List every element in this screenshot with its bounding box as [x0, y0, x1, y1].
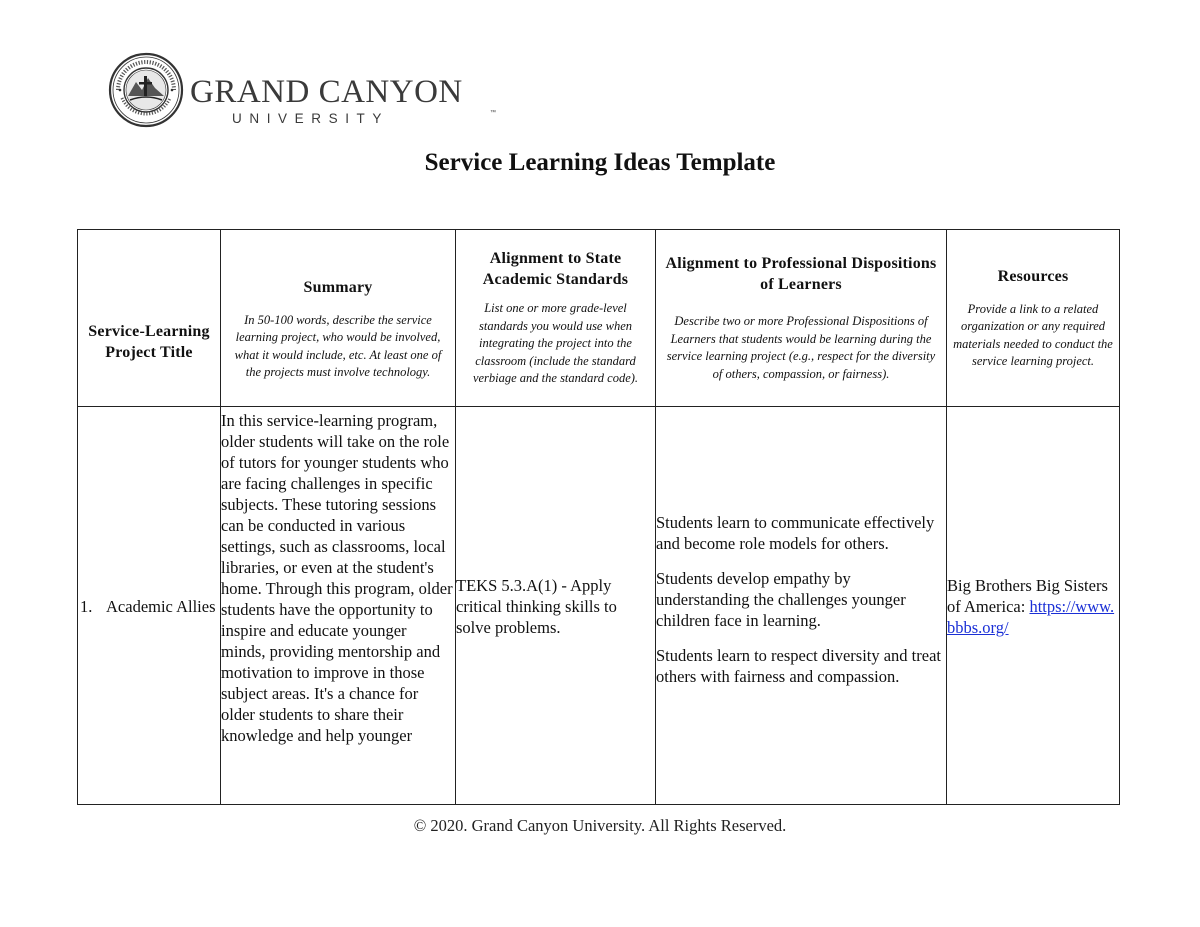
header-resources-instructions: Provide a link to a related organization or any required materials needed to conduct the service learning project.	[953, 301, 1113, 368]
disposition-item: Students learn to respect diversity and treat others with fairness and compassion.	[656, 646, 941, 686]
copyright-footer: © 2020. Grand Canyon University. All Rights Reserved.	[413, 816, 787, 835]
header-dispositions	[656, 230, 947, 407]
header-standards	[456, 230, 656, 407]
resources-text: Big Brothers Big Sisters of America:	[947, 576, 1108, 616]
header-standards-instructions: List one or more grade-level standards you would use when integrating the project into the classroom (include the standard verbiage and the standard code).	[472, 301, 639, 386]
row-number: 1.	[80, 597, 93, 616]
header-summary-label: Summary	[303, 278, 373, 296]
header-standards-label: Alignment to State Academic Standards	[482, 250, 629, 289]
header-summary	[221, 230, 456, 407]
cell-dispositions	[656, 407, 947, 805]
resources-link[interactable]: https://www.bbbs.org/	[947, 597, 1115, 637]
cell-summary	[221, 407, 456, 805]
university-logo	[108, 52, 496, 130]
header-dispositions-label: Alignment to Professional Dispositions of Learners	[665, 255, 937, 293]
disposition-item: Students learn to communicate effectively and become role models for others.	[656, 513, 935, 553]
service-learning-table	[77, 229, 1120, 805]
project-title: Academic Allies	[106, 597, 216, 616]
header-summary-instructions: In 50-100 words, describe the service learning project, who would be involved, what it would include, etc. At least one of the projects must involve technology.	[234, 312, 442, 379]
standards-text: TEKS 5.3.A(1) - Apply critical thinking skills to solve problems.	[456, 576, 617, 637]
cell-project-title	[78, 407, 221, 805]
cell-standards	[456, 407, 656, 805]
table-row	[78, 407, 1120, 805]
cell-resources	[947, 407, 1120, 805]
header-resources-label: Resources	[997, 267, 1069, 285]
table-header-row	[78, 230, 1120, 407]
summary-text: In this service-learning program, older students will take on the role of tutors for younger students who are facing challenges in specific subjects. These tutoring sessions can be conducted in various settings, such as classrooms, local libraries, or even at the student's home. Through this program, older students have the opportunity to inspire and educate younger minds, providing mentorship and motivation to improve in those subject areas. It's a chance for older students to share their knowledge and help younger	[221, 410, 453, 745]
logo-wordmark-bottom: UNIVERSITY	[232, 111, 390, 126]
logo-wordmark-top: GRAND CANYON	[190, 74, 463, 110]
trademark-symbol: ™	[490, 110, 496, 116]
disposition-item: Students develop empathy by understanding the challenges younger children face in learning.	[656, 569, 906, 630]
header-resources	[947, 230, 1120, 407]
university-seal-icon	[108, 52, 184, 128]
header-project-title	[78, 230, 221, 407]
header-project-title-label: Service-Learning Project Title	[88, 323, 210, 361]
header-dispositions-instructions: Describe two or more Professional Dispositions of Learners that students would be learning during the service learning project (e.g., respect for the diversity of others, compassion, or fairness).	[666, 314, 936, 381]
document-title: Service Learning Ideas Template	[424, 149, 776, 176]
